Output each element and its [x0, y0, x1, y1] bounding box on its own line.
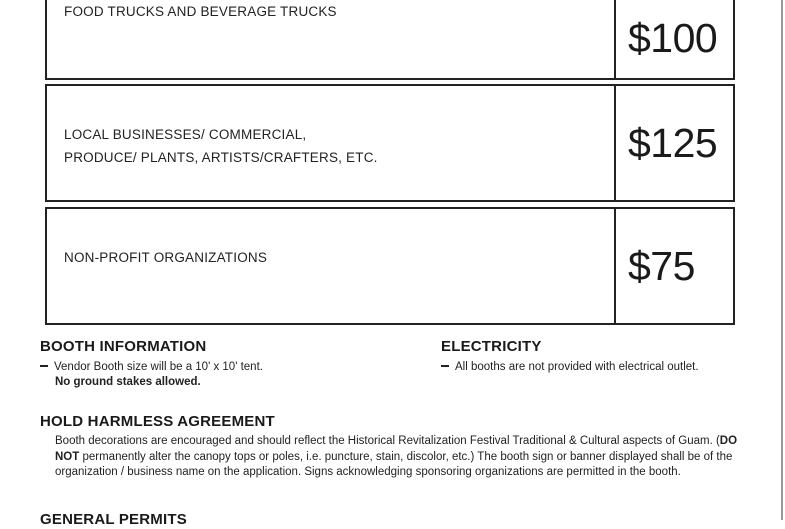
fee-label-line: PRODUCE/ PLANTS, ARTISTS/CRAFTERS, ETC.	[64, 150, 378, 165]
hold-harmless-heading: HOLD HARMLESS AGREEMENT	[40, 413, 275, 430]
bullet-dash-icon	[441, 365, 449, 367]
fee-description-cell	[47, 86, 616, 200]
booth-stakes-note: No ground stakes allowed.	[55, 376, 201, 388]
fee-price: $75	[628, 243, 695, 289]
fee-row-local-businesses	[45, 84, 735, 202]
fee-price: $125	[628, 120, 718, 166]
fee-row-non-profit	[45, 207, 735, 325]
bullet-dash-icon	[40, 365, 48, 367]
booth-info-bullet	[40, 360, 263, 375]
electricity-text: All booths are not provided with electrical outlet.	[455, 361, 699, 373]
fee-price: $100	[628, 15, 718, 61]
do-not-emphasis: DO NOT	[55, 435, 738, 463]
fee-label-line: LOCAL BUSINESSES/ COMMERCIAL,	[64, 127, 307, 142]
fee-description-cell	[47, 209, 616, 323]
booth-info-heading: BOOTH INFORMATION	[40, 338, 207, 355]
fee-description-cell	[47, 0, 616, 78]
fee-label	[64, 123, 378, 169]
hold-harmless-text-before: Booth decorations are encouraged and should reflect the Historical Revitalization Festival Traditional & Cultural aspects of Guam. (	[55, 435, 720, 447]
hold-harmless-paragraph	[55, 434, 740, 481]
hold-harmless-text-after: permanently alter the canopy tops or poles, i.e. puncture, stain, discolor, etc.) The booth sign or banner displayed shall be of the organization / business name on the application. Signs acknowledging sponsoring organizations are permitted in the booth.	[55, 450, 733, 479]
general-permits-heading: GENERAL PERMITS	[40, 511, 187, 528]
booth-size-text: Vendor Booth size will be a 10' x 10' tent.	[54, 361, 263, 373]
electricity-heading: ELECTRICITY	[441, 338, 542, 355]
fee-label: FOOD TRUCKS AND BEVERAGE TRUCKS	[64, 4, 337, 19]
fee-label: NON-PROFIT ORGANIZATIONS	[64, 250, 268, 265]
electricity-bullet	[441, 360, 699, 375]
fee-row-food-trucks	[45, 0, 735, 80]
page-edge	[781, 0, 783, 520]
